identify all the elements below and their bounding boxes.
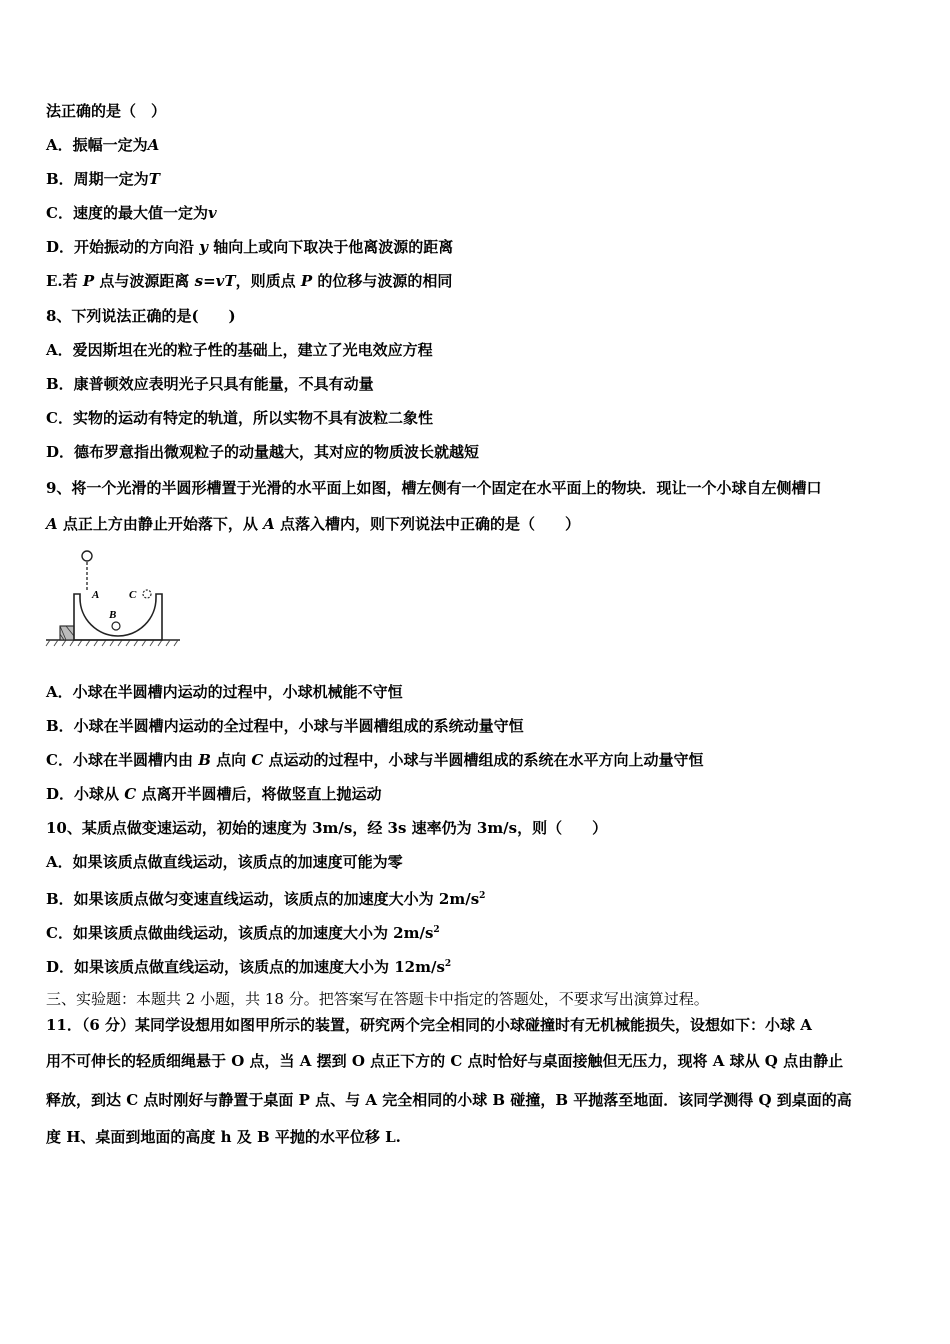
q10-option-b-text: B．如果该质点做匀变速直线运动，该质点的加速度大小为 2m/s — [46, 890, 480, 908]
q9-option-c-v2: C — [251, 751, 264, 769]
q8-option-a — [46, 340, 908, 360]
q11-l2-text: 用不可伸长的轻质细绳悬于 O 点，当 A 摆到 O 点正下方的 C 点时恰好与桌面接触但无压力，现将 A 球从 Q 点由静止 — [46, 1052, 844, 1070]
q10-option-c-sup: 2 — [433, 925, 440, 935]
q9-stem1-text: 9、将一个光滑的半圆形槽置于光滑的水平面上如图，槽左侧有一个固定在水平面上的物块．现让一个小球自左侧槽口 — [46, 479, 822, 497]
q7-option-e-mid2: ，则质点 — [235, 272, 296, 290]
q9-stem2-v1: A — [46, 515, 58, 533]
section3-heading-text: 三、实验题：本题共 2 小题，共 18 分。把答案写在答题卡中指定的答题处，不要求写出演算过程。 — [46, 990, 709, 1008]
q10-option-d — [46, 954, 908, 977]
q10-option-b-sup: 2 — [479, 891, 486, 901]
q7-option-e-v1: P — [82, 272, 95, 290]
q10-stem — [46, 818, 908, 838]
q7-option-e-v2: s=vT — [194, 272, 236, 290]
q11-line4 — [46, 1127, 908, 1147]
q10-option-a-text: A．如果该质点做直线运动，该质点的加速度可能为零 — [46, 853, 403, 871]
q9-option-c — [46, 750, 908, 770]
q9-option-c-v1: B — [198, 751, 211, 769]
q7-stem-end — [46, 101, 908, 121]
q9-option-b-text: B．小球在半圆槽内运动的全过程中，小球与半圆槽组成的系统动量守恒 — [46, 717, 524, 735]
q7-option-c-text: C．速度的最大值一定为 — [46, 204, 208, 222]
q7-option-b — [46, 169, 908, 189]
q11-line2 — [46, 1051, 908, 1071]
label-a: A — [92, 589, 100, 601]
ball-b — [112, 622, 120, 630]
q9-option-c-post: 点运动的过程中，小球与半圆槽组成的系统在水平方向上动量守恒 — [268, 751, 704, 769]
q9-option-a — [46, 682, 908, 702]
q10-option-d-sup: 2 — [444, 959, 452, 969]
q7-option-b-var: T — [148, 170, 160, 188]
q7-option-a — [46, 135, 908, 155]
semicircle-groove — [74, 594, 162, 640]
label-c: C — [129, 589, 137, 601]
ball-c — [143, 590, 151, 598]
q11-l4-text: 度 H、桌面到地面的高度 h 及 B 平抛的水平位移 L. — [46, 1128, 401, 1146]
section3-heading — [46, 989, 908, 1009]
q9-stem2-b: 点落入槽内，则下列说法中正确的是（ ） — [280, 515, 581, 533]
q9-option-a-text: A．小球在半圆槽内运动的过程中，小球机械能不守恒 — [46, 683, 403, 701]
q7-option-a-text: A．振幅一定为 — [46, 136, 148, 154]
q8-option-c — [46, 408, 908, 428]
q9-stem2-a: 点正上方由静止开始落下，从 — [62, 515, 258, 533]
q8-option-b — [46, 374, 908, 394]
q8-option-c-text: C．实物的运动有特定的轨道，所以实物不具有波粒二象性 — [46, 409, 433, 427]
q7-option-b-text: B．周期一定为 — [46, 170, 149, 188]
q11-line1 — [46, 1015, 908, 1035]
q9-stem2-v2: A — [263, 515, 275, 533]
q8-stem-text: 8、下列说法正确的是( ) — [46, 307, 236, 325]
half-pipe-figure — [44, 548, 182, 648]
q9-stem-line2 — [46, 514, 908, 534]
q8-option-d — [46, 442, 908, 462]
q7-option-d — [46, 237, 908, 257]
q9-option-b — [46, 716, 908, 736]
q7-option-c-var: v — [207, 204, 217, 222]
q7-stem-text: 法正确的是（ ） — [46, 102, 167, 120]
label-b: B — [109, 609, 117, 621]
q9-option-c-mid: 点向 — [216, 751, 247, 769]
q10-stem-text: 10、某质点做变速运动，初始的速度为 3m/s，经 3s 速率仍为 3m/s，则（ ） — [46, 819, 608, 837]
q7-option-e-v3: P — [300, 272, 313, 290]
q10-option-a — [46, 852, 908, 872]
q7-option-d-post: 轴向上或向下取决于他离波源的距离 — [213, 238, 454, 256]
q8-option-d-text: D．德布罗意指出微观粒子的动量越大，其对应的物质波长就越短 — [46, 443, 480, 461]
q10-option-c — [46, 920, 908, 943]
q7-option-e-post: 的位移与波源的相同 — [317, 272, 453, 290]
q9-stem-line1 — [46, 478, 908, 498]
q7-option-e — [46, 271, 908, 291]
q7-option-c — [46, 203, 908, 223]
q9-option-c-pre: C．小球在半圆槽内由 — [46, 751, 193, 769]
q8-option-a-text: A．爱因斯坦在光的粒子性的基础上，建立了光电效应方程 — [46, 341, 433, 359]
q9-option-d-pre: D．小球从 — [46, 785, 120, 803]
q8-option-b-text: B．康普顿效应表明光子只具有能量，不具有动量 — [46, 375, 374, 393]
ball-top — [82, 551, 92, 561]
q8-stem — [46, 306, 908, 326]
q11-l1-text: 11．（6 分）某同学设想用如图甲所示的装置，研究两个完全相同的小球碰撞时有无机械能损失，设想如下：小球 A — [46, 1016, 812, 1034]
q9-option-d-post: 点离开半圆槽后，将做竖直上抛运动 — [141, 785, 382, 803]
q11-line3 — [46, 1090, 908, 1110]
q10-option-c-text: C．如果该质点做曲线运动，该质点的加速度大小为 2m/s — [46, 924, 434, 942]
q10-option-d-text: D．如果该质点做直线运动，该质点的加速度大小为 12m/s — [46, 958, 445, 976]
q10-option-b — [46, 886, 908, 909]
q9-option-d-var: C — [124, 785, 137, 803]
q7-option-e-pre: E.若 — [46, 272, 78, 290]
q9-option-d — [46, 784, 908, 804]
q7-option-d-pre: D．开始振动的方向沿 — [46, 238, 195, 256]
q7-option-a-var: A — [147, 136, 160, 154]
q7-option-d-var: y — [199, 238, 208, 256]
q11-l3-text: 释放，到达 C 点时刚好与静置于桌面 P 点、与 A 完全相同的小球 B 碰撞，B 平抛落至地面．该同学测得 Q 到桌面的高 — [46, 1091, 852, 1109]
q7-option-e-mid: 点与波源距离 — [99, 272, 190, 290]
ground-hatching — [46, 640, 178, 646]
